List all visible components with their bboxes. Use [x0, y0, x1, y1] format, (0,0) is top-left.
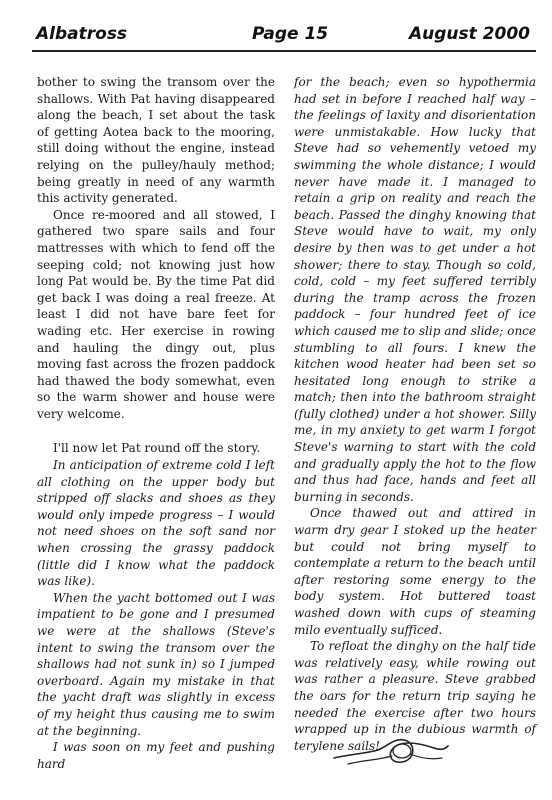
issue-date: August 2000	[408, 24, 530, 44]
paragraph: bother to swing the transom over the shallows. With Pat having disappeared along the beach, I set about the task of getting Aotea back to the mooring, still doing without the engine, instead relying on the pulley/hauly method; being greatly in need of any warmth this activity generated.	[37, 75, 275, 206]
page-header	[36, 24, 530, 48]
publication-title: Albatross	[36, 24, 128, 44]
left-column	[37, 74, 275, 772]
paragraph: I was soon on my feet and pushing hard	[37, 740, 275, 771]
page-number: Page 15	[252, 24, 329, 44]
signature-flourish-icon	[330, 724, 450, 774]
header-rule	[32, 50, 536, 52]
paragraph: I'll now let Pat round off the story.	[53, 441, 261, 456]
paragraph: To refloat the dinghy on the half tide was relatively easy, while rowing out was rather a pleasure. Steve grabbed the oars for the return trip saying he needed the exercise after two hours wrapped up in the dubious warmth of terylene sails!	[294, 639, 536, 753]
paragraph: Once thawed out and attired in warm dry gear I stoked up the heater but could not bring myself to contemplate a return to the beach until after restoring some energy to the body system. Hot buttered toast washed down with cups of steaming milo eventually sufficed.	[294, 506, 536, 637]
paragraph: for the beach; even so hypothermia had set in before I reached half way – the feelings of laxity and disorientation were unmistakable. How lucky that Steve had so vehemently vetoed my swimming the whole distance; I would never have made it. I managed to retain a grip on reality and reach the beach. Passed the dinghy knowing that Steve would have to wait, my only desire by then was to get under a hot shower; there to stay. Though so cold, cold, cold – my feet suffered terribly during the tramp across the frozen paddock – four hundred feet of ice which caused me to slip and slide; once stumbling to all fours. I knew the kitchen wood heater had been set so hesitated long enough to strike a match; then into the bathroom straight (fully clothed) under a hot shower. Silly me, in my anxiety to get warm I forgot Steve's warning to start with the cold and gradually apply the hot to the flow and thus had face, hands and feet all burning in seconds.	[294, 75, 536, 504]
paragraph: Once re-moored and all stowed, I gathered two spare sails and four mattresses with which to fend off the seeping cold; not knowing just how long Pat would be. By the time Pat did get back I was doing a real freeze. At least I did not have bare feet for wading etc. Her exercise in rowing and hauling the dingy out, plus moving fast across the frozen paddock had thawed the body somewhat, even so the warm shower and house were very welcome.	[37, 207, 275, 421]
paragraph: When the yacht bottomed out I was impatient to be gone and I presumed we were at the shallows (Steve's intent to swing the transom over the shallows had not sunk in) so I jumped overboard. Again my mistake in that the yacht draft was slightly in excess of my height thus causing me to swim at the beginning.	[37, 590, 275, 738]
right-column	[294, 74, 536, 754]
paragraph: In anticipation of extreme cold I left all clothing on the upper body but stripped off slacks and shoes as they would only impede progress – I would not need shoes on the soft sand nor when crossing the grassy paddock (little did I know what the paddock was like).	[37, 458, 275, 589]
